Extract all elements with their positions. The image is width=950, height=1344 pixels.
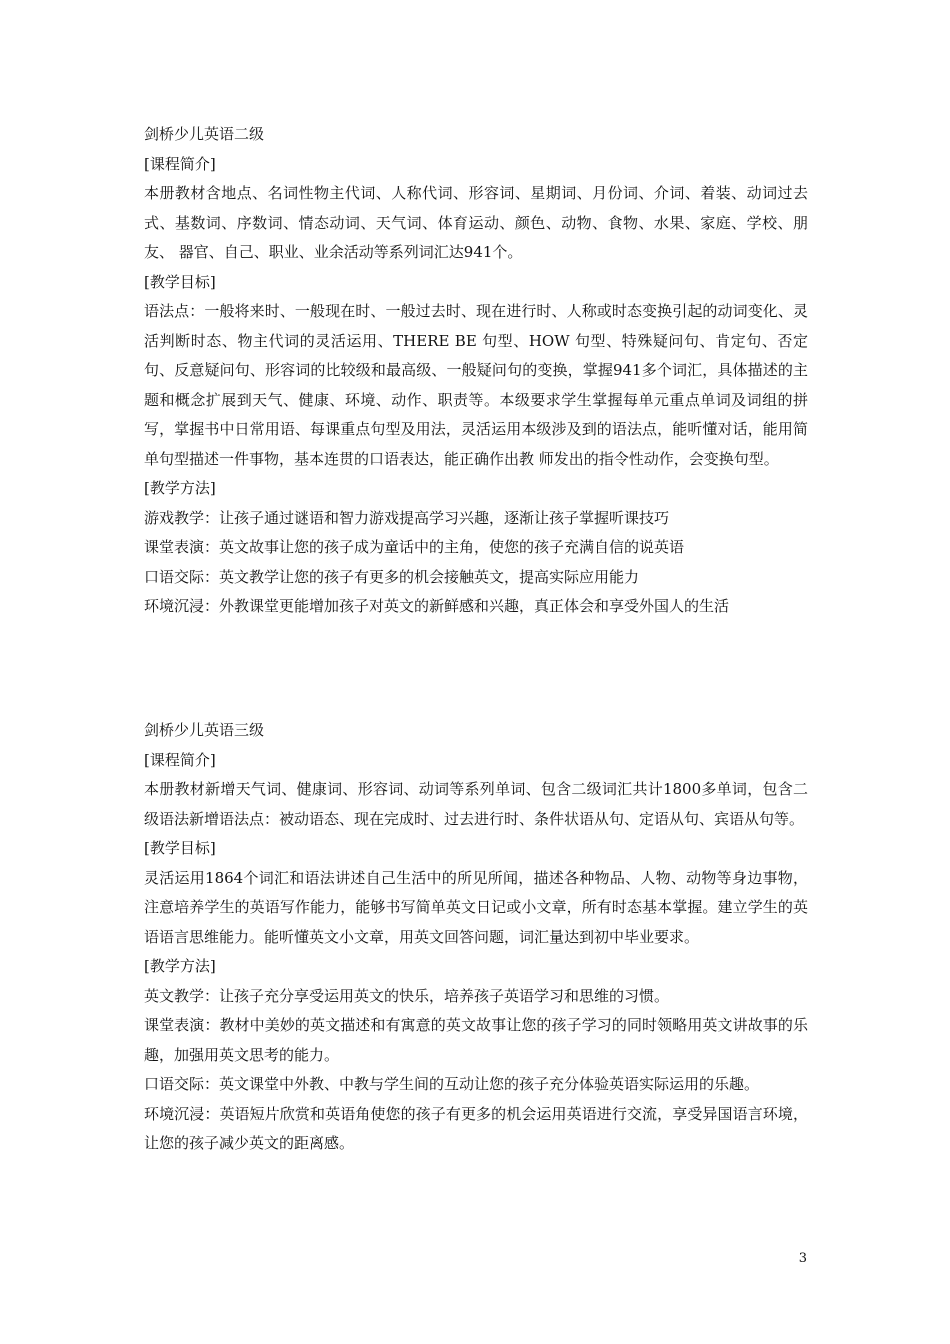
goal-heading: [教学目标] (144, 839, 216, 857)
method-item: 课堂表演：英文故事让您的孩子成为童话中的主角，使您的孩子充满自信的说英语 (144, 538, 685, 556)
method-item: 环境沉浸：外教课堂更能增加孩子对英文的新鲜感和兴趣，真正体会和享受外国人的生活 (144, 597, 730, 615)
section-title: 剑桥少儿英语二级 (144, 125, 265, 143)
goal-paragraph: 语法点：一般将来时、一般现在时、一般过去时、现在进行时、人称或时态变换引起的动词变化、灵活判断时态、物主代词的灵活运用、THERE BE 句型、HOW 句型、特殊疑问句、肯定句、否定句、反意疑问句、形容词的比较级和最高级、一般疑问句的变换，掌握941多个词汇，具体描述的主题和概念扩展到天气、健康、环境、动作、职责等。本级要求学生掌握每单元重点单词及词组的拼写，掌握书中日常用语、每课重点句型及用法，灵活运用本级涉及到的语法点，能听懂对话，能用简单句型描述一件事物，基本连贯的口语表达，能正确作出教 师发出的指令性动作，会变换句型。 (144, 302, 808, 468)
method-item: 口语交际：英文课堂中外教、中教与学生间的互动让您的孩子充分体验英语实际运用的乐趣。 (144, 1075, 760, 1093)
method-item: 英文教学：让孩子充分享受运用英文的快乐，培养孩子英语学习和思维的习惯。 (144, 986, 670, 1005)
method-heading: [教学方法] (144, 479, 216, 497)
method-item: 课堂表演：教材中美妙的英文描述和有寓意的英文故事让您的孩子学习的同时领略用英文讲故事的乐趣，加强用英文思考的能力。 (144, 1016, 808, 1064)
intro-paragraph: 本册教材新增天气词、健康词、形容词、动词等系列单词、包含二级词汇共计1800多单词，包含二级语法新增语法点：被动语态、现在完成时、过去进行时、条件状语从句、定语从句、宾语从句等。 (144, 780, 808, 828)
method-item: 环境沉浸：英语短片欣赏和英语角使您的孩子有更多的机会运用英语进行交流，享受异国语言环境，让您的孩子减少英文的距离感。 (144, 1104, 808, 1152)
method-heading: [教学方法] (144, 957, 216, 975)
page-number: 3 (798, 1251, 807, 1266)
method-item: 游戏教学：让孩子通过谜语和智力游戏提高学习兴趣，逐渐让孩子掌握听课技巧 (144, 508, 670, 527)
section-title: 剑桥少儿英语三级 (144, 721, 265, 739)
intro-heading: [课程简介] (144, 154, 216, 173)
section-level-three (144, 716, 808, 1159)
goal-paragraph: 灵活运用1864个词汇和语法讲述自己生活中的所见所闻，描述各种物品、人物、动物等身边事物，注意培养学生的英语写作能力，能够书写简单英文日记或小文章，所有时态基本掌握。建立学生的英语语言思维能力。能听懂英文小文章，用英文回答问题，词汇量达到初中毕业要求。 (144, 868, 808, 946)
method-item: 口语交际：英文教学让您的孩子有更多的机会接触英文，提高实际应用能力 (144, 567, 640, 586)
intro-paragraph: 本册教材含地点、名词性物主代词、人称代词、形容词、星期词、月份词、介词、着装、动词过去式、基数词、序数词、情态动词、天气词、体育运动、颜色、动物、食物、水果、家庭、学校、朋友、 器官、自己、职业、业余活动等系列词汇达941个。 (144, 184, 808, 261)
intro-heading: [课程简介] (144, 750, 216, 769)
goal-heading: [教学目标] (144, 272, 216, 291)
section-level-two (144, 120, 808, 622)
